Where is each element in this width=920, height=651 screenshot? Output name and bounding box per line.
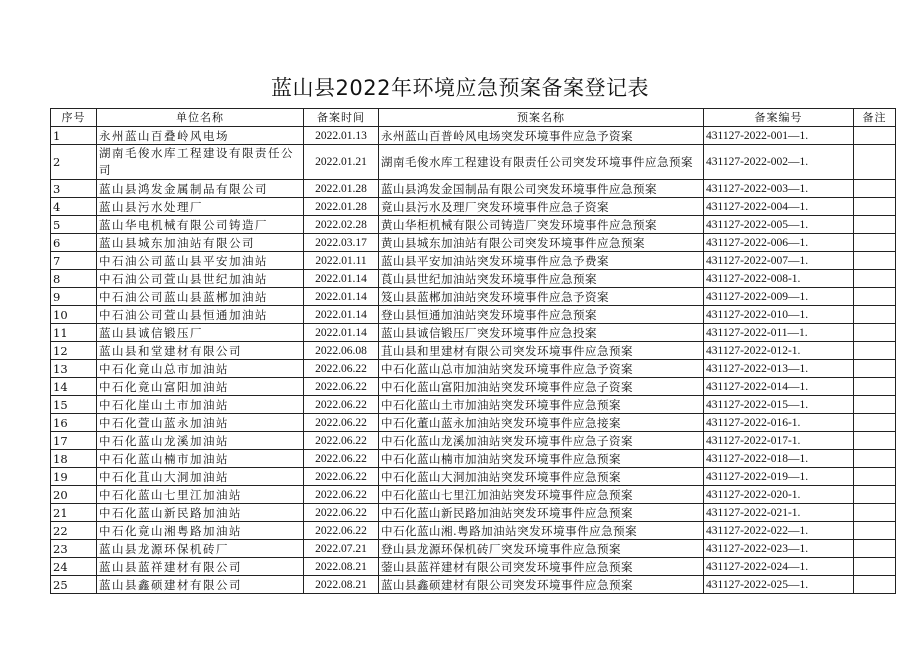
row-seq: 10 (51, 306, 97, 324)
table-row (51, 486, 896, 504)
row-filing-date: 2022.06.22 (304, 396, 379, 414)
row-seq: 17 (51, 432, 97, 450)
row-remark (854, 378, 896, 396)
row-plan-name: 竟山县污水及理厂突发环境事件应急子资案 (379, 198, 704, 216)
row-plan-name: 中石化蓝山新民路加油站突发环境事件应急预案 (379, 504, 704, 522)
table-row (51, 504, 896, 522)
row-plan-name: 莨山县世纪加油站突发环境事件应急预案 (379, 270, 704, 288)
row-unit-name: 蓝山县鑫硕建材有限公司 (97, 576, 304, 594)
row-filing-date: 2022.01.14 (304, 288, 379, 306)
row-filing-code: 431127-2022-015—1. (704, 396, 854, 414)
header-plan: 预案名称 (379, 109, 704, 127)
row-remark (854, 522, 896, 540)
row-filing-code: 431127-2022-023—1. (704, 540, 854, 558)
header-date: 备案时间 (304, 109, 379, 127)
row-remark (854, 324, 896, 342)
header-row (51, 109, 896, 127)
row-seq: 3 (51, 180, 97, 198)
row-filing-code: 431127-2022-018—1. (704, 450, 854, 468)
row-filing-code: 431127-2022-009—1. (704, 288, 854, 306)
row-seq: 20 (51, 486, 97, 504)
row-plan-name: 苴山县和里建材有限公司突发环境事件应急预案 (379, 342, 704, 360)
row-seq: 18 (51, 450, 97, 468)
row-remark (854, 342, 896, 360)
row-unit-name: 中石化苴山大洞加油站 (97, 468, 304, 486)
row-seq: 4 (51, 198, 97, 216)
row-unit-name: 蓝山县城东加油站有限公司 (97, 234, 304, 252)
row-plan-name: 蓝山县鑫硕建材有限公司突发环境事件应急预案 (379, 576, 704, 594)
row-filing-code: 431127-2022-004—1. (704, 198, 854, 216)
row-remark (854, 270, 896, 288)
row-filing-date: 2022.06.22 (304, 432, 379, 450)
row-plan-name: 登山县龙源环保机砖厂突发环境事件应急预案 (379, 540, 704, 558)
row-seq: 14 (51, 378, 97, 396)
page-title: 蓝山县2022年环境应急预案备案登记表 (271, 76, 649, 100)
row-plan-name: 蓝山县诚信锻压厂突发环境事件应急投案 (379, 324, 704, 342)
row-unit-name: 中石化萱山蓝永加油站 (97, 414, 304, 432)
row-plan-name: 登山县恒通加油站突发环境事件应急预案 (379, 306, 704, 324)
row-plan-name: 中石化蓝山湘.粤路加油站突发环境事件应急预案 (379, 522, 704, 540)
row-filing-date: 2022.01.21 (304, 145, 379, 180)
row-remark (854, 414, 896, 432)
row-unit-name: 蓝山县蓝祥建材有限公司 (97, 558, 304, 576)
table-row (51, 198, 896, 216)
row-plan-name: 蓥山县蓝祥建材有限公司突发环境事件应急预案 (379, 558, 704, 576)
header-remark: 备注 (854, 109, 896, 127)
row-seq: 24 (51, 558, 97, 576)
row-remark (854, 468, 896, 486)
row-remark (854, 576, 896, 594)
row-remark (854, 234, 896, 252)
row-seq: 19 (51, 468, 97, 486)
table-row (51, 450, 896, 468)
table-row (51, 342, 896, 360)
row-plan-name: 中石化蓝山七里江加油站突发环境事件应急预案 (379, 486, 704, 504)
row-unit-name: 永州蓝山百叠岭风电场 (97, 127, 304, 145)
table-body (51, 127, 896, 594)
row-filing-code: 431127-2022-019—1. (704, 468, 854, 486)
row-remark (854, 360, 896, 378)
row-filing-date: 2022.01.13 (304, 127, 379, 145)
row-filing-date: 2022.06.22 (304, 504, 379, 522)
row-filing-code: 431127-2022-024—1. (704, 558, 854, 576)
row-plan-name: 中石化蓝山土市加油站突发环境事件应急预案 (379, 396, 704, 414)
table-row (51, 270, 896, 288)
row-unit-name: 蓝山华电机械有限公司铸造厂 (97, 216, 304, 234)
row-unit-name: 中石化蓝山楠市加油站 (97, 450, 304, 468)
row-seq: 23 (51, 540, 97, 558)
row-seq: 22 (51, 522, 97, 540)
row-plan-name: 中石化蓝山大洞加油站突发环境事件应急预案 (379, 468, 704, 486)
row-plan-name: 中石化蓝山楠市加油站突发环境事件应急预案 (379, 450, 704, 468)
row-unit-name: 蓝山县和堂建材有限公司 (97, 342, 304, 360)
table-row (51, 378, 896, 396)
row-remark (854, 145, 896, 180)
row-seq: 15 (51, 396, 97, 414)
row-remark (854, 432, 896, 450)
table-row (51, 180, 896, 198)
row-unit-name: 中石油公司蓝山县蓝郴加油站 (97, 288, 304, 306)
header-unit: 单位名称 (97, 109, 304, 127)
row-filing-date: 2022.06.22 (304, 468, 379, 486)
row-remark (854, 396, 896, 414)
row-seq: 7 (51, 252, 97, 270)
row-unit-name: 中石化竟山湘粤路加油站 (97, 522, 304, 540)
row-plan-name: 中石化蓝山富阳加油站突发环境事件应急子资案 (379, 378, 704, 396)
table-row (51, 432, 896, 450)
row-filing-code: 431127-2022-025—1. (704, 576, 854, 594)
row-seq: 12 (51, 342, 97, 360)
row-remark (854, 252, 896, 270)
row-seq: 1 (51, 127, 97, 145)
table-row (51, 127, 896, 145)
table-row (51, 576, 896, 594)
row-remark (854, 450, 896, 468)
row-filing-code: 431127-2022-010—1. (704, 306, 854, 324)
row-unit-name: 中石油公司萱山县世纪加油站 (97, 270, 304, 288)
row-seq: 5 (51, 216, 97, 234)
row-filing-date: 2022.01.11 (304, 252, 379, 270)
row-unit-name: 中石化竟山富阳加油站 (97, 378, 304, 396)
table-row (51, 234, 896, 252)
row-plan-name: 湖南毛俊水库工程建设有限责任公司突发环境事件应急预案 (379, 145, 704, 180)
row-plan-name: 中石化董山蓝永加油站突发环境事件应急接案 (379, 414, 704, 432)
row-unit-name: 中石化崖山土市加油站 (97, 396, 304, 414)
table-row (51, 540, 896, 558)
row-unit-name: 蓝山县诚信锻压厂 (97, 324, 304, 342)
row-filing-date: 2022.01.14 (304, 306, 379, 324)
row-seq: 13 (51, 360, 97, 378)
row-unit-name: 蓝山县龙源环保机砖厂 (97, 540, 304, 558)
row-seq: 2 (51, 145, 97, 180)
table-row (51, 288, 896, 306)
row-unit-name: 中石化竟山总市加油站 (97, 360, 304, 378)
row-filing-date: 2022.01.28 (304, 180, 379, 198)
row-seq: 25 (51, 576, 97, 594)
row-seq: 6 (51, 234, 97, 252)
row-remark (854, 504, 896, 522)
row-filing-date: 2022.01.28 (304, 198, 379, 216)
row-unit-name: 中石化蓝山七里江加油站 (97, 486, 304, 504)
row-remark (854, 198, 896, 216)
row-unit-name: 蓝山县污水处理厂 (97, 198, 304, 216)
row-filing-code: 431127-2022-002—1. (704, 145, 854, 180)
row-filing-date: 2022.08.21 (304, 558, 379, 576)
table-row (51, 414, 896, 432)
row-filing-date: 2022.06.22 (304, 486, 379, 504)
row-filing-date: 2022.06.22 (304, 378, 379, 396)
row-remark (854, 558, 896, 576)
header-code: 备案编号 (704, 109, 854, 127)
row-seq: 21 (51, 504, 97, 522)
row-filing-date: 2022.01.14 (304, 324, 379, 342)
row-plan-name: 蓝山县平安加油站突发环境事件应急予费案 (379, 252, 704, 270)
table-row (51, 324, 896, 342)
table-row (51, 306, 896, 324)
row-unit-name: 中石油公司萱山县恒通加油站 (97, 306, 304, 324)
row-unit-name: 蓝山县鸿发金属制品有限公司 (97, 180, 304, 198)
row-filing-date: 2022.02.28 (304, 216, 379, 234)
row-plan-name: 蓝山县鸿发金国制品有限公司突发环境事件应急预案 (379, 180, 704, 198)
row-remark (854, 486, 896, 504)
row-remark (854, 306, 896, 324)
row-plan-name: 黄山华柜机械有限公司铸造厂突发环境事件应急预案 (379, 216, 704, 234)
table-row (51, 216, 896, 234)
row-seq: 11 (51, 324, 97, 342)
row-filing-code: 431127-2022-001—1. (704, 127, 854, 145)
row-filing-code: 431127-2022-016-1. (704, 414, 854, 432)
row-filing-code: 431127-2022-022—1. (704, 522, 854, 540)
row-unit-name: 中石化蓝山龙溪加油站 (97, 432, 304, 450)
row-remark (854, 216, 896, 234)
row-filing-date: 2022.03.17 (304, 234, 379, 252)
row-plan-name: 黄山县城东加油站有限公司突发环境事件应急预案 (379, 234, 704, 252)
header-seq: 序号 (51, 109, 97, 127)
row-plan-name: 中石化蓝山龙溪加油站突发环境事件应急子资案 (379, 432, 704, 450)
table-row (51, 468, 896, 486)
row-filing-code: 431127-2022-003—1. (704, 180, 854, 198)
table-row (51, 252, 896, 270)
row-filing-date: 2022.01.14 (304, 270, 379, 288)
row-remark (854, 540, 896, 558)
row-remark (854, 127, 896, 145)
row-filing-code: 431127-2022-011—1. (704, 324, 854, 342)
row-filing-code: 431127-2022-008-1. (704, 270, 854, 288)
row-remark (854, 288, 896, 306)
table-row (51, 145, 896, 180)
row-plan-name: 永州蓝山百普岭风电场突发环境事件应急予资案 (379, 127, 704, 145)
row-filing-code: 431127-2022-012-1. (704, 342, 854, 360)
row-filing-date: 2022.06.22 (304, 360, 379, 378)
table-row (51, 360, 896, 378)
registration-table (50, 108, 896, 594)
row-plan-name: 笈山县蓝郴加油站突发环境事件应急予资案 (379, 288, 704, 306)
row-filing-code: 431127-2022-021-1. (704, 504, 854, 522)
row-filing-date: 2022.06.22 (304, 450, 379, 468)
row-filing-code: 431127-2022-017-1. (704, 432, 854, 450)
row-unit-name: 湖南毛俊水库工程建设有限责任公司 (97, 145, 304, 180)
row-filing-date: 2022.07.21 (304, 540, 379, 558)
table-row (51, 396, 896, 414)
row-filing-date: 2022.08.21 (304, 576, 379, 594)
row-unit-name: 中石油公司蓝山县平安加油站 (97, 252, 304, 270)
row-filing-code: 431127-2022-007—1. (704, 252, 854, 270)
row-filing-date: 2022.06.22 (304, 414, 379, 432)
row-filing-code: 431127-2022-013—1. (704, 360, 854, 378)
row-seq: 16 (51, 414, 97, 432)
row-remark (854, 180, 896, 198)
row-filing-date: 2022.06.08 (304, 342, 379, 360)
row-filing-code: 431127-2022-005—1. (704, 216, 854, 234)
row-filing-code: 431127-2022-006—1. (704, 234, 854, 252)
row-plan-name: 中石化蓝山总市加油站突发环境事件应急予资案 (379, 360, 704, 378)
table-row (51, 522, 896, 540)
row-filing-code: 431127-2022-014—1. (704, 378, 854, 396)
row-unit-name: 中石化蓝山新民路加油站 (97, 504, 304, 522)
row-seq: 9 (51, 288, 97, 306)
table-row (51, 558, 896, 576)
row-seq: 8 (51, 270, 97, 288)
row-filing-code: 431127-2022-020-1. (704, 486, 854, 504)
row-filing-date: 2022.06.22 (304, 522, 379, 540)
